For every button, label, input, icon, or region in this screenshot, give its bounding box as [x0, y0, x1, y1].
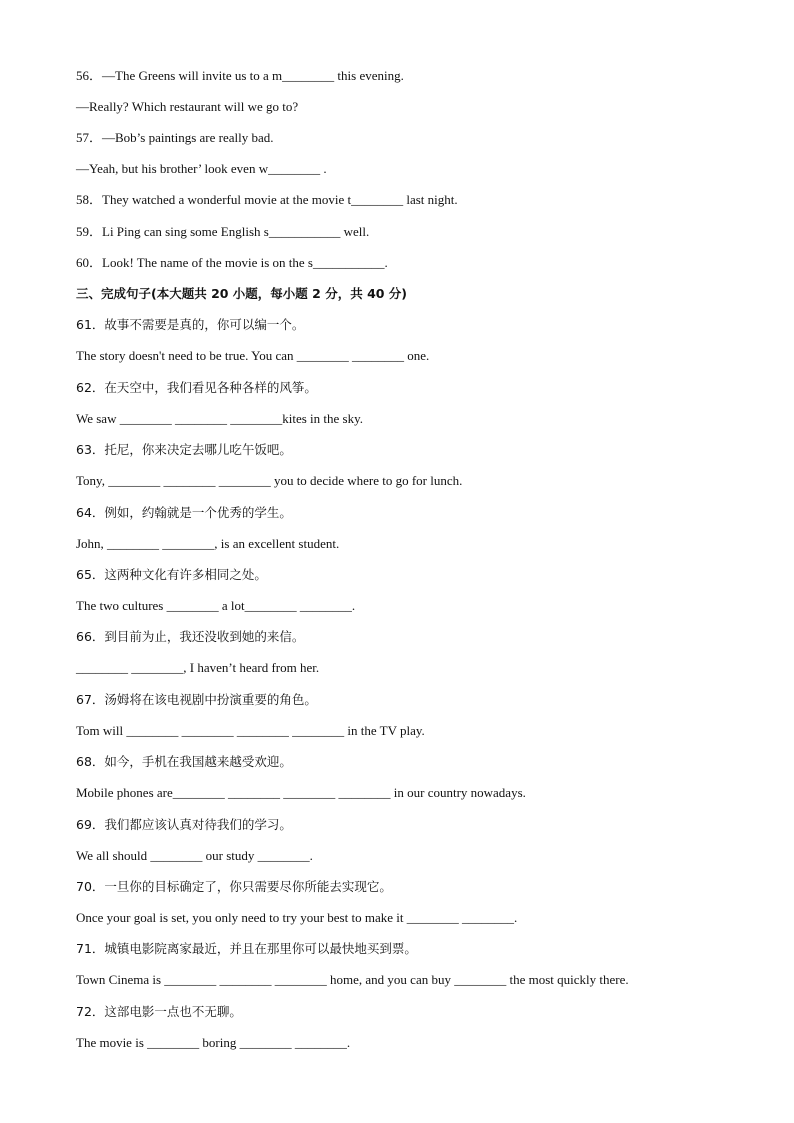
q63-chinese: 63．托尼，你来决定去哪儿吃午饭吧。 [76, 442, 292, 457]
q67-english: Tom will ________ ________ ________ ________ in the TV play. [76, 723, 425, 738]
q65-chinese: 65．这两种文化有许多相同之处。 [76, 567, 267, 582]
q64-chinese: 64．例如，约翰就是一个优秀的学生。 [76, 505, 292, 520]
q69-chinese: 69．我们都应该认真对待我们的学习。 [76, 817, 292, 832]
q64-english: John, ________ ________, is an excellent student. [76, 536, 340, 551]
q68-english: Mobile phones are________ ________ ________ ________ in our country nowadays. [76, 785, 526, 800]
q66-chinese: 66．到目前为止，我还没收到她的来信。 [76, 629, 305, 644]
q59-sentence: 59．Li Ping can sing some English s___________ well. [76, 224, 370, 239]
q56-prompt: 56．—The Greens will invite us to a m________ this evening. [76, 68, 404, 83]
q71-english: Town Cinema is ________ ________ ________ home, and you can buy ________ the most quickly there. [76, 972, 629, 987]
q56-reply: —Really? Which restaurant will we go to? [76, 99, 299, 114]
q62-chinese: 62．在天空中，我们看见各种各样的风筝。 [76, 380, 317, 395]
q71-chinese: 71．城镇电影院离家最近，并且在那里你可以最快地买到票。 [76, 941, 417, 956]
q60-sentence: 60．Look! The name of the movie is on the s___________. [76, 255, 388, 270]
q63-english: Tony, ________ ________ ________ you to decide where to go for lunch. [76, 473, 463, 488]
q69-english: We all should ________ our study ________. [76, 848, 313, 863]
q70-english: Once your goal is set, you only need to try your best to make it ________ ________. [76, 910, 518, 925]
q58-sentence: 58．They watched a wonderful movie at the movie t________ last night. [76, 192, 458, 207]
q67-chinese: 67．汤姆将在该电视剧中扮演重要的角色。 [76, 692, 317, 707]
q57-prompt: 57．—Bob’s paintings are really bad. [76, 130, 274, 145]
q72-english: The movie is ________ boring ________ ________. [76, 1035, 351, 1050]
q61-chinese: 61．故事不需要是真的，你可以编一个。 [76, 317, 305, 332]
q62-english: We saw ________ ________ ________kites in the sky. [76, 411, 363, 426]
q57-reply: —Yeah, but his brother’ look even w________ . [76, 161, 327, 176]
q70-chinese: 70．一旦你的目标确定了，你只需要尽你所能去实现它。 [76, 879, 392, 894]
q66-english: ________ ________, I haven’t heard from her. [76, 660, 320, 675]
section-heading: 三、完成句子(本大题共 20 小题，每小题 2 分，共 40 分) [76, 286, 408, 301]
q72-chinese: 72．这部电影一点也不无聊。 [76, 1004, 242, 1019]
q61-english: The story doesn't need to be true. You can ________ ________ one. [76, 348, 430, 363]
q68-chinese: 68．如今，手机在我国越来越受欢迎。 [76, 754, 292, 769]
q65-english: The two cultures ________ a lot________ ________. [76, 598, 356, 613]
